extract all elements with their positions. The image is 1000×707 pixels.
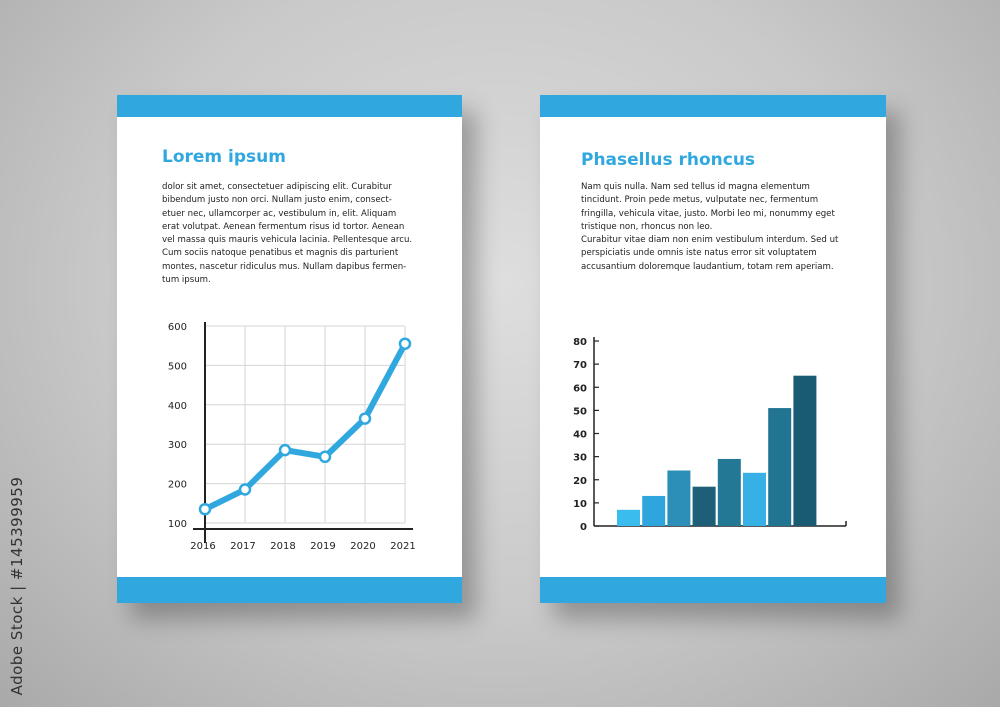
y-tick-label: 30 [573,452,587,464]
side-watermark-label: Adobe Stock | #145399959 [8,476,26,695]
y-tick-label: 80 [573,337,587,348]
right-card-title: Phasellus rhoncus [581,150,756,170]
body-line: perspiciatis unde omnis iste natus error sit voluptatem [581,248,817,259]
body-line: fringilla, vehicula vitae, justo. Morbi leo mi, nonummy eget [581,208,835,219]
body-line: tum ipsum. [162,275,211,286]
x-tick-label: 2019 [310,541,336,552]
bar [642,496,665,526]
y-tick-label: 300 [167,440,187,452]
y-tick-label: 600 [167,322,187,333]
y-tick-label: 0 [580,522,587,533]
bar [793,376,816,526]
body-line: Nam quis nulla. Nam sed tellus id magna elementum [581,182,810,192]
body-line: accusantium doloremque laudantium, totam rem aperiam. [581,261,834,272]
y-tick-label: 50 [573,406,587,418]
body-line: dolor sit amet, consectetuer adipiscing elit. Curabitur [162,182,392,192]
bar [617,510,640,526]
y-tick-label: 60 [573,383,587,395]
y-tick-label: 100 [167,519,187,530]
x-tick-label: 2021 [390,541,416,552]
y-tick-label: 400 [167,400,187,412]
bar [743,473,766,526]
body-line: vel massa quis mauris vehicula lacinia. Pellentesque arcu. [162,235,413,246]
x-tick-label: 2017 [230,541,256,552]
bar [667,471,690,527]
body-line: erat volutpat. Aenean fermentum risus id tortor. Aenean [162,221,405,232]
x-tick-label: 2018 [270,541,296,552]
body-line: Cum sociis natoque penatibus et magnis dis parturient [162,248,399,259]
y-tick-label: 70 [573,360,587,372]
body-line: tincidunt. Proin pede metus, vulputate nec, fermentum [581,195,819,206]
body-line: montes, nascetur ridiculus mus. Nullam dapibus fermen- [162,261,407,272]
x-tick-label: 2016 [190,541,216,552]
bar [693,487,716,526]
y-tick-label: 10 [573,498,587,510]
body-line: etuer nec, ullamcorper ac, vestibulum in, elit. Aliquam [162,208,397,219]
y-tick-label: 500 [167,361,187,373]
bar [718,459,741,526]
y-tick-label: 40 [573,429,587,441]
x-tick-label: 2020 [350,541,376,552]
body-line: tristique non, rhoncus non leo. [581,221,713,232]
body-line: bibendum justo non orci. Nullam justo enim, consect- [162,195,392,206]
side-watermark-text [6,468,28,703]
left-card-title: Lorem ipsum [162,147,286,167]
y-tick-label: 200 [167,479,187,491]
body-line: Curabitur vitae diam non enim vestibulum interdum. Sed ut [581,235,839,246]
y-tick-label: 20 [573,475,587,487]
bar [768,408,791,526]
